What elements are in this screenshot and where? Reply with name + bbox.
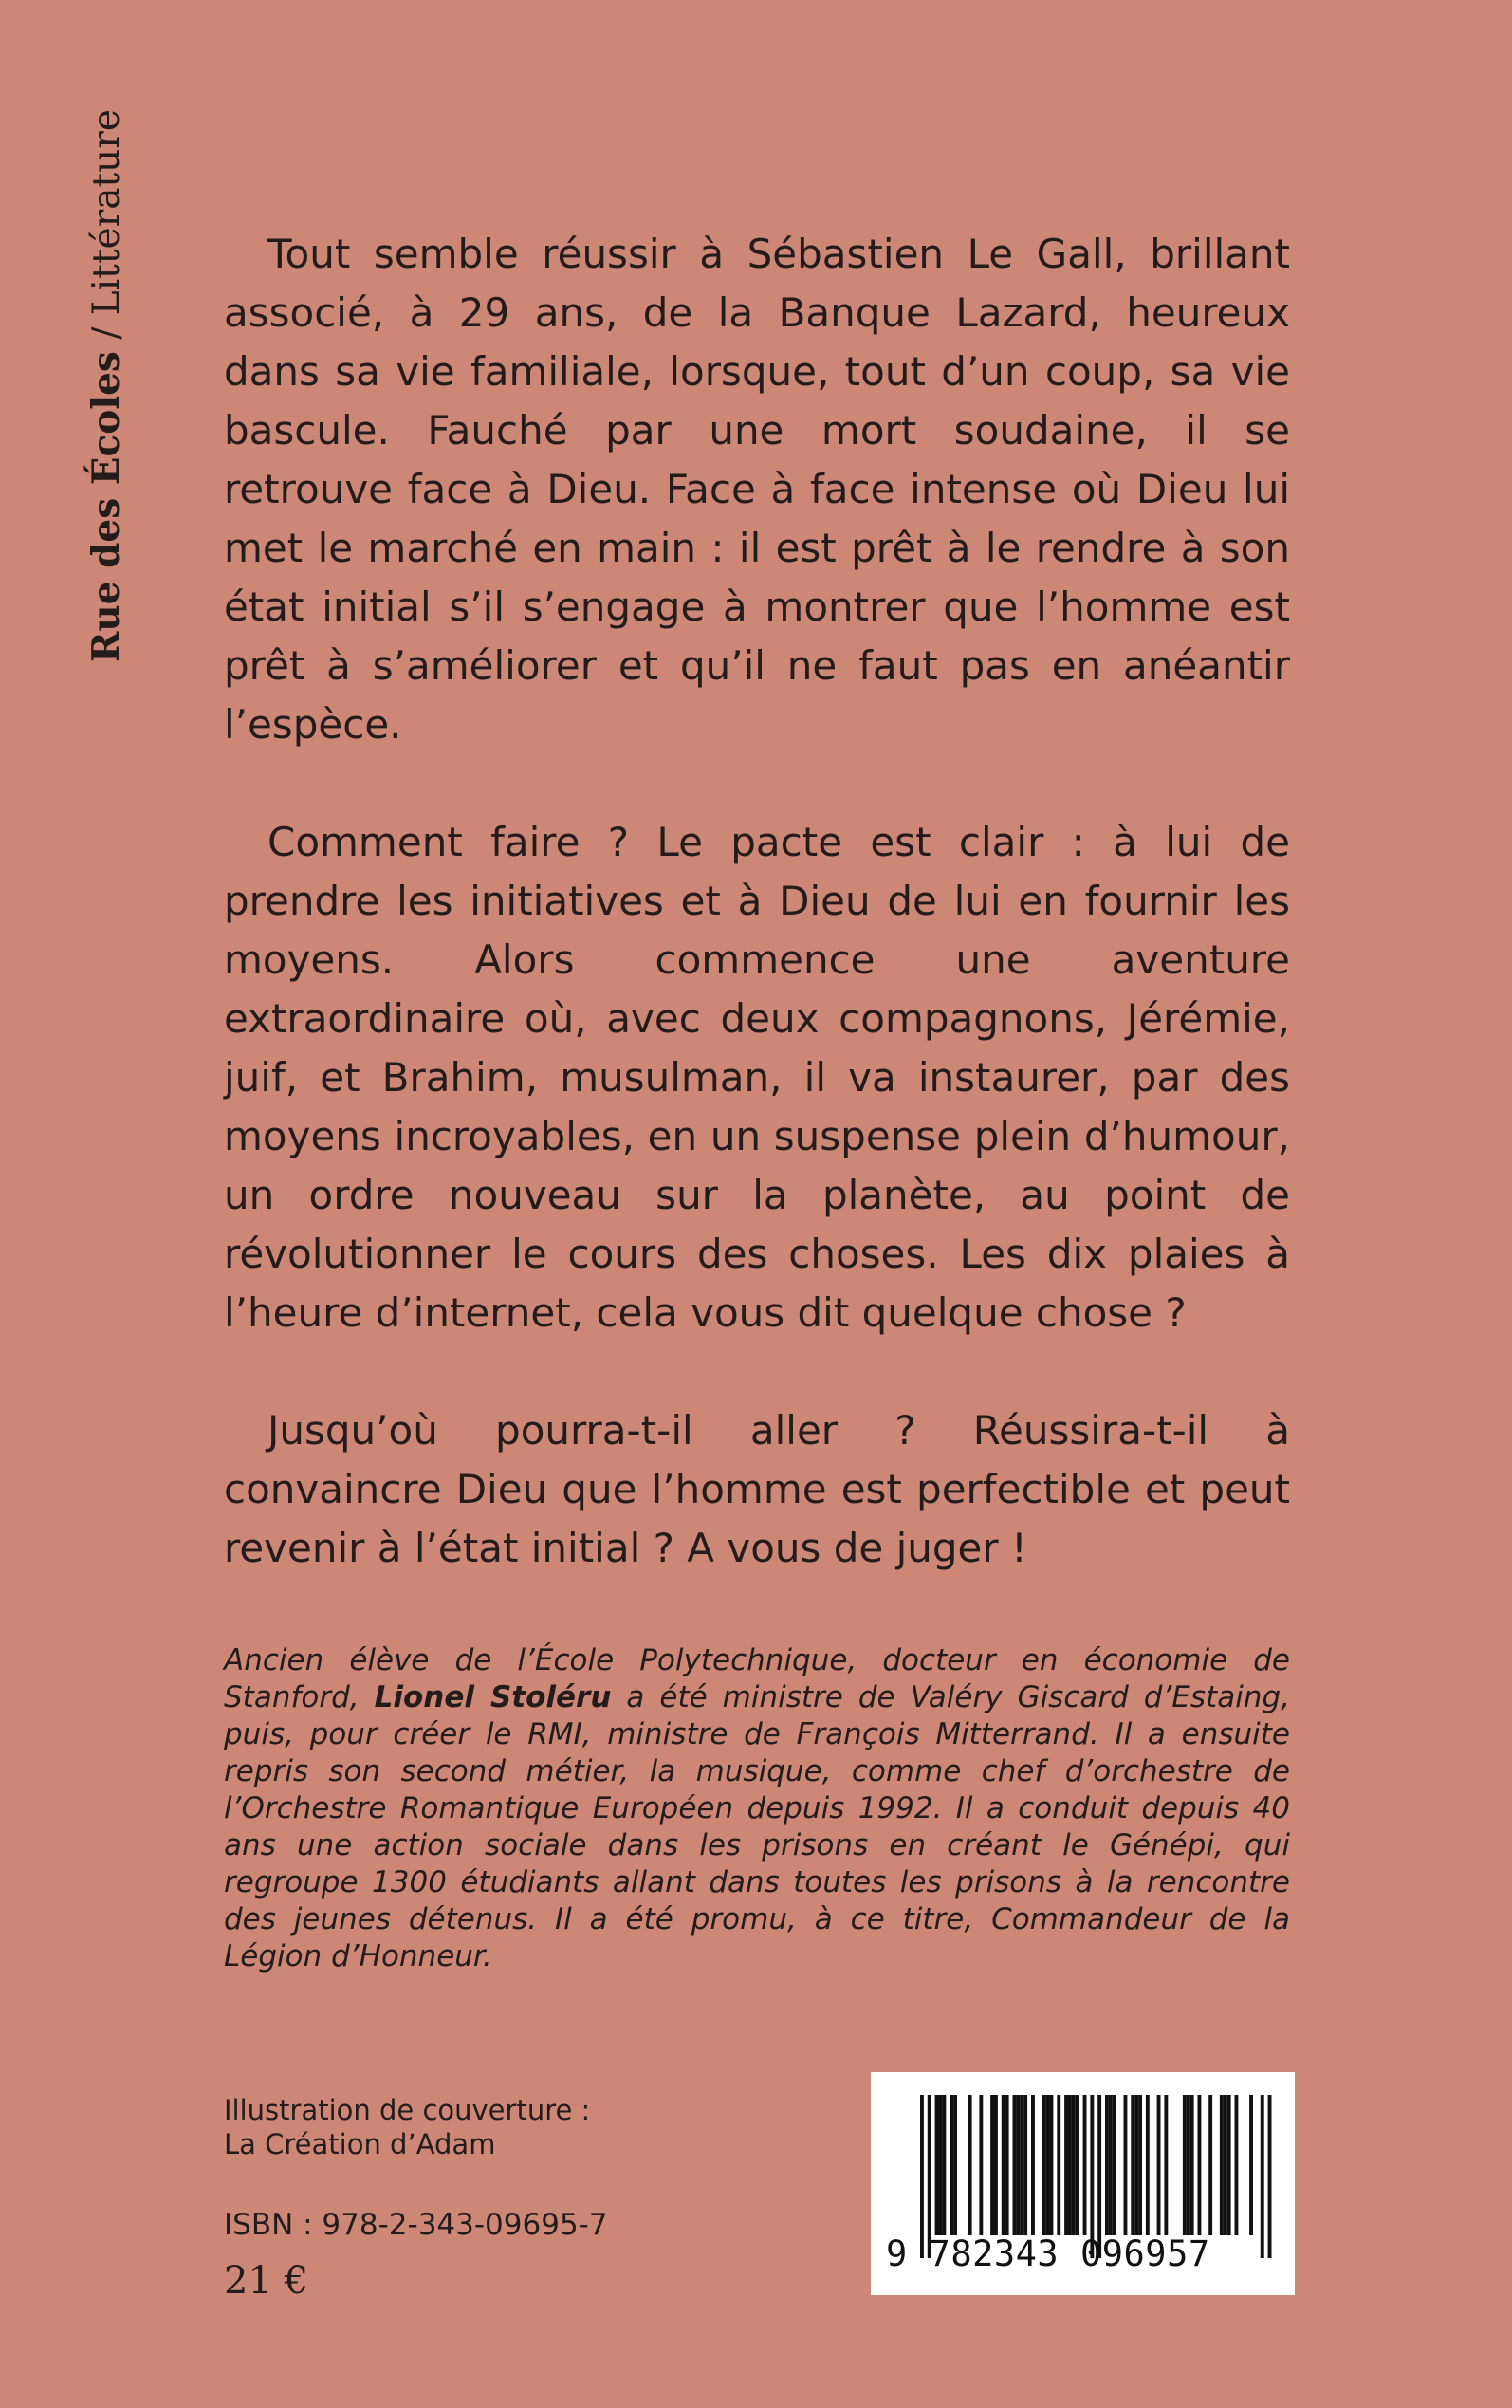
barcode-bar [1235,2095,1239,2235]
bio-intro: Ancien élève de l’École Polytechnique, docteur en économie de Stanford, [224,1643,1290,1714]
barcode-bar [1183,2095,1187,2235]
barcode-bar [994,2095,998,2235]
series-name: Rue des Écoles [84,351,128,662]
barcode-bar [968,2095,972,2235]
barcode-bar [1023,2095,1027,2235]
cover-illustration-credit [224,2093,590,2161]
barcode-bar [1224,2095,1227,2235]
barcode-bar [1208,2095,1212,2235]
barcode-bar [1064,2095,1068,2235]
isbn-number: ISBN : 978-2-343-09695-7 [224,2208,608,2242]
barcode-bar [1105,2095,1109,2235]
barcode-bar [1134,2095,1138,2235]
barcode-bar [1146,2095,1150,2235]
barcode-bar [1227,2095,1231,2235]
barcode-bar [953,2095,957,2235]
barcode-bar [1005,2095,1009,2235]
barcode-bar [1072,2095,1076,2235]
book-summary [224,225,1290,1637]
barcode-bar [1187,2095,1190,2235]
bio-body: a été ministre de Valéry Giscard d’Estaing, puis, pour créer le RMI, ministre de François Mitterrand. Il a ensuite repris son second métier, la musique, comme chef d’orchestre de l’Orchestre Romantique Européen depuis 1992. Il a conduit depuis 40 ans une action sociale dans les prisons en créant le Génépi, qui regroupe 1300 étudiants allant dans toutes les prisons à la rencontre des jeunes détenus. Il a été promu, à ce titre, Commandeur de la Légion d’Honneur. [224,1680,1290,1973]
price: 21 € [224,2259,309,2303]
barcode-bar [1249,2095,1253,2235]
barcode-bar [1020,2095,1023,2235]
author-bio [224,1642,1290,1975]
barcode-bar [1164,2095,1168,2235]
barcode-bar [1057,2095,1060,2235]
barcode-bar [939,2095,943,2235]
barcode-bar [1013,2095,1017,2235]
barcode-bar [942,2095,946,2235]
genre-name: Littérature [85,109,128,316]
barcode-bar [1157,2095,1161,2235]
barcode-bar [1113,2095,1116,2235]
barcode-bar [950,2095,953,2235]
credit-label: Illustration de couverture : [224,2094,591,2126]
barcode [871,2072,1295,2295]
barcode-bar [1198,2095,1202,2235]
barcode-bar [1138,2095,1142,2235]
barcode-digits: 9 782343 096957 [886,2233,1210,2274]
barcode-bar [1046,2095,1050,2235]
barcode-bar [1190,2095,1194,2235]
barcode-bar [1050,2095,1054,2235]
barcode-bar [1220,2095,1224,2235]
summary-paragraph-2: Comment faire ? Le pacte est clair : à lui de prendre les initiatives et à Dieu de lui en fournir les moyens. Alors commence une aventure extraordinaire où, avec deux compagnons, Jérémie, juif, et Brahim, musulman, il va instaurer, par des moyens incroyables, en un suspense plein d’humour, un ordre nouveau sur la planète, au point de révolutionner le cours des choses. Les dix plaies à l’heure d’internet, cela vous dit quelque chose ? [224,819,1290,1336]
spine-title [78,109,135,664]
summary-paragraph-1: Tout semble réussir à Sébastien Le Gall, brillant associé, à 29 ans, de la Banque Lazard, heureux dans sa vie familiale, lorsque, tout d’un coup, sa vie bascule. Fauché par une mort soudaine, il se retrouve face à Dieu. Face à face intense où Dieu lui met le marché en main : il est prêt à le rendre à son état initial s’il s’engage à montrer que l’homme est prêt à s’améliorer et qu’il ne faut pas en anéantir l’espèce. [224,231,1290,748]
barcode-bar [1076,2095,1079,2235]
summary-paragraph-3: Jusqu’où pourra-t-il aller ? Réussira-t-il à convaincre Dieu que l’homme est perfectible et peut revenir à l’état initial ? A vous de juger ! [224,1407,1290,1571]
barcode-bar [1068,2095,1072,2235]
barcode-bar [935,2095,939,2235]
credit-title: La Création d’Adam [224,2128,496,2160]
barcode-bar [1109,2095,1113,2235]
barcode-bar [1016,2095,1020,2235]
barcode-bar [1042,2095,1046,2235]
barcode-bar [1124,2095,1128,2235]
spine-separator: / [85,315,128,352]
barcode-bar [1031,2095,1035,2235]
barcode-bar [979,2095,983,2235]
barcode-bar [1002,2095,1005,2235]
barcode-bar [990,2095,994,2235]
barcode-bar [1083,2095,1087,2235]
author-name: Lionel Stoléru [374,1680,612,1714]
barcode-bar [1131,2095,1134,2235]
